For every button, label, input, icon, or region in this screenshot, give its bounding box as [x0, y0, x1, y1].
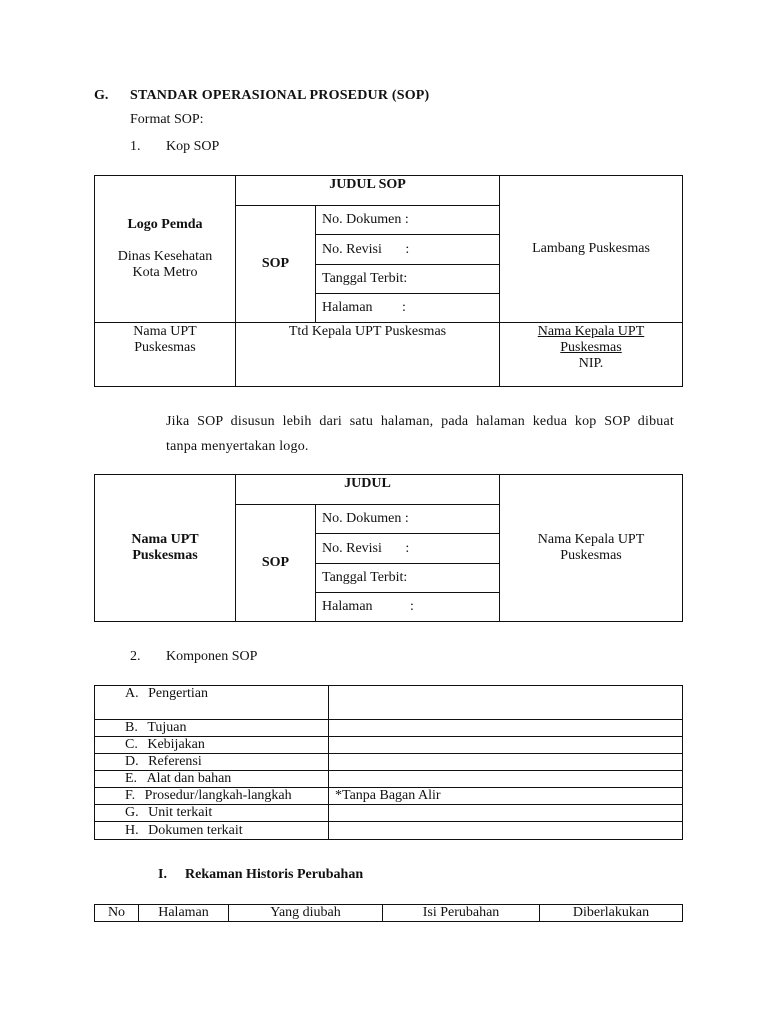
komponen-row [95, 805, 683, 822]
paragraph [166, 409, 674, 459]
komponen-text: Alat dan bahan [146, 771, 232, 786]
komponen-row [95, 788, 683, 805]
komponen-label-cell [95, 822, 329, 840]
komponen-letter: F. [125, 788, 136, 803]
format-label: Format SOP: [130, 112, 204, 127]
no-revisi-label-2: No. Revisi [322, 540, 382, 556]
komponen-row [95, 686, 683, 720]
tanggal-terbit-field-2: Tanggal Terbit: [316, 564, 500, 593]
no-revisi-colon: : [405, 241, 410, 257]
nama-kepala-2-line2: Puskesmas [560, 548, 622, 563]
judul-cell-2: JUDUL [236, 475, 500, 505]
kop-sop-page2-table [94, 474, 683, 622]
komponen-label-cell [95, 720, 329, 737]
judul-sop-cell: JUDUL SOP [236, 176, 500, 206]
paragraph-line2: tanpa menyertakan logo. [166, 439, 309, 454]
nama-upt-cell [95, 323, 236, 387]
sop-cell: SOP [236, 206, 316, 323]
nip-label: NIP. [578, 356, 604, 371]
no-dokumen-field-2: No. Dokumen : [316, 505, 500, 534]
komponen-text: Referensi [148, 754, 202, 769]
komponen-text: Pengertian [148, 686, 208, 701]
komponen-text: Unit terkait [148, 805, 213, 820]
komponen-letter: A. [125, 686, 139, 701]
tanggal-terbit-field: Tanggal Terbit: [316, 265, 500, 294]
komponen-label-cell [95, 788, 329, 805]
nama-kepala-line1: Nama Kepala UPT [537, 324, 645, 339]
komponen-note-cell [329, 822, 683, 840]
komponen-row [95, 737, 683, 754]
halaman-label-2: Halaman [322, 599, 373, 614]
rekaman-title: Rekaman Historis Perubahan [185, 867, 364, 882]
komponen-text: Kebijakan [147, 737, 205, 752]
komponen-text: Tujuan [147, 720, 187, 735]
komponen-text: Dokumen terkait [148, 822, 243, 838]
sop-cell-2: SOP [236, 505, 316, 622]
komponen-letter: H. [125, 822, 139, 838]
komponen-text: Prosedur/langkah-langkah [144, 788, 292, 803]
komponen-letter: B. [125, 720, 138, 735]
nama-upt-line1: Nama UPT [133, 324, 197, 339]
komponen-note-cell: *Tanpa Bagan Alir [329, 788, 683, 805]
paragraph-line1: Jika SOP disusun lebih dari satu halaman, pada halaman kedua kop SOP dibuat [166, 414, 674, 429]
section-title: STANDAR OPERASIONAL PROSEDUR (SOP) [130, 88, 430, 103]
kop-sop-table [94, 175, 683, 387]
item2-label: Komponen SOP [166, 649, 258, 664]
halaman-label: Halaman [322, 300, 373, 315]
header-diberlakukan: Diberlakukan [540, 905, 683, 922]
header-halaman: Halaman [139, 905, 229, 922]
komponen-note-cell [329, 805, 683, 822]
rekaman-header-row [95, 905, 683, 922]
komponen-row [95, 771, 683, 788]
komponen-row [95, 754, 683, 771]
nama-kepala-cell [500, 323, 683, 387]
komponen-label-cell [95, 737, 329, 754]
logo-cell [95, 176, 236, 323]
header-no: No [95, 905, 139, 922]
nama-upt-2-line1: Nama UPT [131, 532, 199, 547]
kota-label: Kota Metro [132, 265, 198, 280]
komponen-letter: E. [125, 771, 138, 786]
dinas-label: Dinas Kesehatan [117, 249, 213, 264]
lambang-cell: Lambang Puskesmas [500, 176, 683, 323]
nama-kepala-2-line1: Nama Kepala UPT [537, 532, 645, 547]
nama-upt-2-line2: Puskesmas [132, 548, 198, 563]
nama-kepala-cell-2 [500, 475, 683, 622]
komponen-label-cell [95, 686, 329, 720]
halaman-colon: : [402, 300, 406, 315]
nama-upt-line2: Puskesmas [134, 340, 196, 355]
komponen-table [94, 685, 683, 840]
header-yang-diubah: Yang diubah [229, 905, 383, 922]
rekaman-letter: I. [158, 867, 167, 882]
komponen-note-cell [329, 737, 683, 754]
komponen-note-cell [329, 720, 683, 737]
no-revisi-colon-2: : [405, 540, 410, 556]
komponen-row [95, 720, 683, 737]
halaman-field-2 [316, 593, 500, 622]
komponen-row [95, 822, 683, 840]
halaman-colon-2: : [410, 599, 414, 614]
komponen-label-cell [95, 771, 329, 788]
item1-number: 1. [130, 139, 141, 154]
komponen-label-cell [95, 754, 329, 771]
komponen-note-cell [329, 754, 683, 771]
section-letter: G. [94, 88, 109, 103]
nama-upt-cell-2 [95, 475, 236, 622]
komponen-label-cell [95, 805, 329, 822]
komponen-letter: G. [125, 805, 139, 820]
ttd-cell: Ttd Kepala UPT Puskesmas [236, 323, 500, 387]
komponen-letter: D. [125, 754, 139, 769]
komponen-note-cell [329, 686, 683, 720]
komponen-letter: C. [125, 737, 138, 752]
rekaman-table [94, 904, 683, 922]
halaman-field [316, 294, 500, 323]
nama-kepala-line2: Puskesmas [560, 340, 622, 355]
no-revisi-field [316, 235, 500, 265]
komponen-note-cell [329, 771, 683, 788]
no-revisi-field-2 [316, 534, 500, 564]
header-isi-perubahan: Isi Perubahan [383, 905, 540, 922]
logo-pemda-label: Logo Pemda [127, 217, 203, 232]
no-dokumen-field: No. Dokumen : [316, 206, 500, 235]
item2-number: 2. [130, 649, 141, 664]
item1-label: Kop SOP [166, 139, 220, 154]
no-revisi-label: No. Revisi [322, 241, 382, 257]
